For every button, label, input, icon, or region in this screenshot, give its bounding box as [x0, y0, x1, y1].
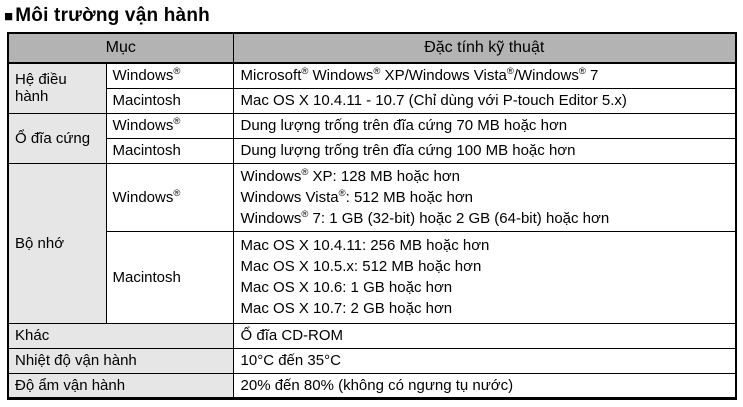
column-header-spec: Đặc tính kỹ thuật	[233, 33, 736, 63]
table-row	[8, 113, 736, 138]
category-cell-operating-temperature: Nhiệt độ vận hành	[8, 348, 233, 373]
category-cell-operating-humidity: Độ ẩm vận hành	[8, 373, 233, 398]
os-cell: Windows®	[106, 63, 233, 88]
column-header-item: Mục	[8, 33, 233, 63]
spec-line: Mac OS X 10.6: 1 GB hoặc hơn	[240, 279, 453, 296]
table-header-row	[8, 33, 736, 63]
spec-line: Microsoft® Windows® XP/Windows Vista®/Windows® 7	[240, 66, 599, 85]
operating-environment-table	[7, 32, 737, 400]
table-row	[8, 348, 736, 373]
spec-line: Mac OS X 10.7: 2 GB hoặc hơn	[240, 300, 453, 317]
os-cell: Macintosh	[106, 138, 233, 163]
os-cell: Macintosh	[106, 88, 233, 113]
os-cell: Windows®	[106, 163, 233, 231]
spec-line: 10°C đến 35°C	[240, 352, 341, 369]
section-title-text: Môi trường vận hành	[15, 5, 210, 26]
category-cell-os: Hệ điều hành	[8, 63, 106, 113]
spec-line: Dung lượng trống trên đĩa cứng 70 MB hoặc hơn	[240, 117, 568, 134]
table-row	[8, 231, 736, 323]
spec-line: Windows Vista®: 512 MB hoặc hơn	[240, 187, 474, 206]
category-cell-other: Khác	[8, 323, 233, 348]
category-cell-memory: Bộ nhớ	[8, 163, 106, 323]
section-bullet-icon: ■	[4, 7, 14, 25]
spec-line: Mac OS X 10.4.11 - 10.7 (Chỉ dùng với P-touch Editor 5.x)	[240, 92, 627, 109]
os-cell: Macintosh	[106, 231, 233, 323]
spec-line: Mac OS X 10.5.x: 512 MB hoặc hơn	[240, 258, 482, 275]
spec-line: Windows® XP: 128 MB hoặc hơn	[240, 166, 460, 185]
spec-line: Dung lượng trống trên đĩa cứng 100 MB hoặc hơn	[240, 142, 576, 159]
table-row	[8, 138, 736, 163]
table-row	[8, 63, 736, 88]
os-cell: Windows®	[106, 113, 233, 138]
spec-line: Mac OS X 10.4.11: 256 MB hoặc hơn	[240, 237, 490, 254]
spec-line: Windows® 7: 1 GB (32-bit) hoặc 2 GB (64-bit) hoặc hơn	[240, 208, 610, 227]
table-row	[8, 323, 736, 348]
category-cell-hdd: Ổ đĩa cứng	[8, 113, 106, 163]
spec-line: Ổ đĩa CD-ROM	[240, 327, 344, 344]
table-row	[8, 88, 736, 113]
section-title	[0, 0, 743, 32]
spec-line: 20% đến 80% (không có ngưng tụ nước)	[240, 376, 514, 394]
table-row	[8, 163, 736, 231]
table-row	[8, 373, 736, 398]
